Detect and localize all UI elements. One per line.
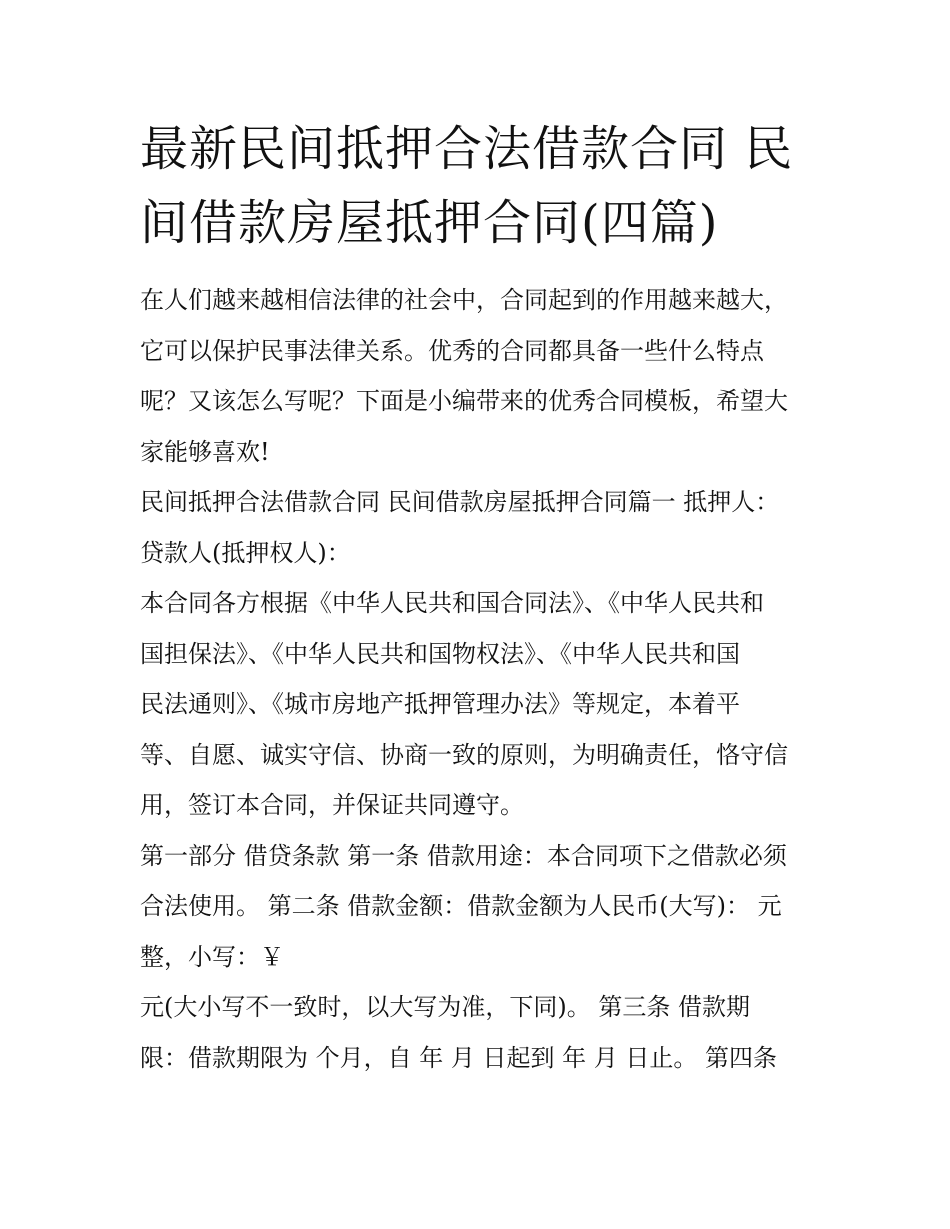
- body-line: 在人们越来越相信法律的社会中，合同起到的作用越来越大，: [140, 286, 788, 314]
- document-body: [140, 282, 840, 1090]
- title-line-2: 间借款房屋抵押合同(四篇): [140, 195, 719, 251]
- body-line: 限：借款期限为 个月，自 年 月 日起到 年 月 日止。 第四条: [140, 1043, 778, 1072]
- body-line: 民法通则》、《城市房地产抵押管理办法》等规定，本着平: [140, 690, 740, 718]
- body-line: 民间抵押合法借款合同 民间借款房屋抵押合同篇一 抵押人：: [140, 488, 780, 516]
- title-line-1: 最新民间抵押合法借款合同 民: [140, 121, 794, 177]
- body-line: 合法使用。 第二条 借款金额：借款金额为人民币(大写)： 元: [140, 892, 782, 920]
- body-line: 本合同各方根据《中华人民共和国合同法》、《中华人民共和: [140, 589, 764, 617]
- body-line: 贷款人(抵押权人)：: [140, 538, 351, 567]
- body-line: 第一部分 借贷条款 第一条 借款用途：本合同项下之借款必须: [140, 841, 787, 870]
- body-line: 整，小写：￥: [140, 942, 284, 971]
- body-line: 国担保法》、《中华人民共和国物权法》、《中华人民共和国: [140, 639, 740, 668]
- body-line: 家能够喜欢!: [140, 437, 270, 466]
- body-line: 呢？又该怎么写呢？下面是小编带来的优秀合同模板，希望大: [140, 387, 788, 415]
- document-title: [140, 112, 840, 260]
- body-line: 它可以保护民事法律关系。优秀的合同都具备一些什么特点: [140, 336, 764, 365]
- body-line: 用，签订本合同，并保证共同遵守。: [140, 791, 524, 819]
- body-line: 等、自愿、诚实守信、协商一致的原则，为明确责任，恪守信: [140, 740, 788, 769]
- body-line: 元(大小写不一致时，以大写为准，下同)。 第三条 借款期: [140, 993, 750, 1021]
